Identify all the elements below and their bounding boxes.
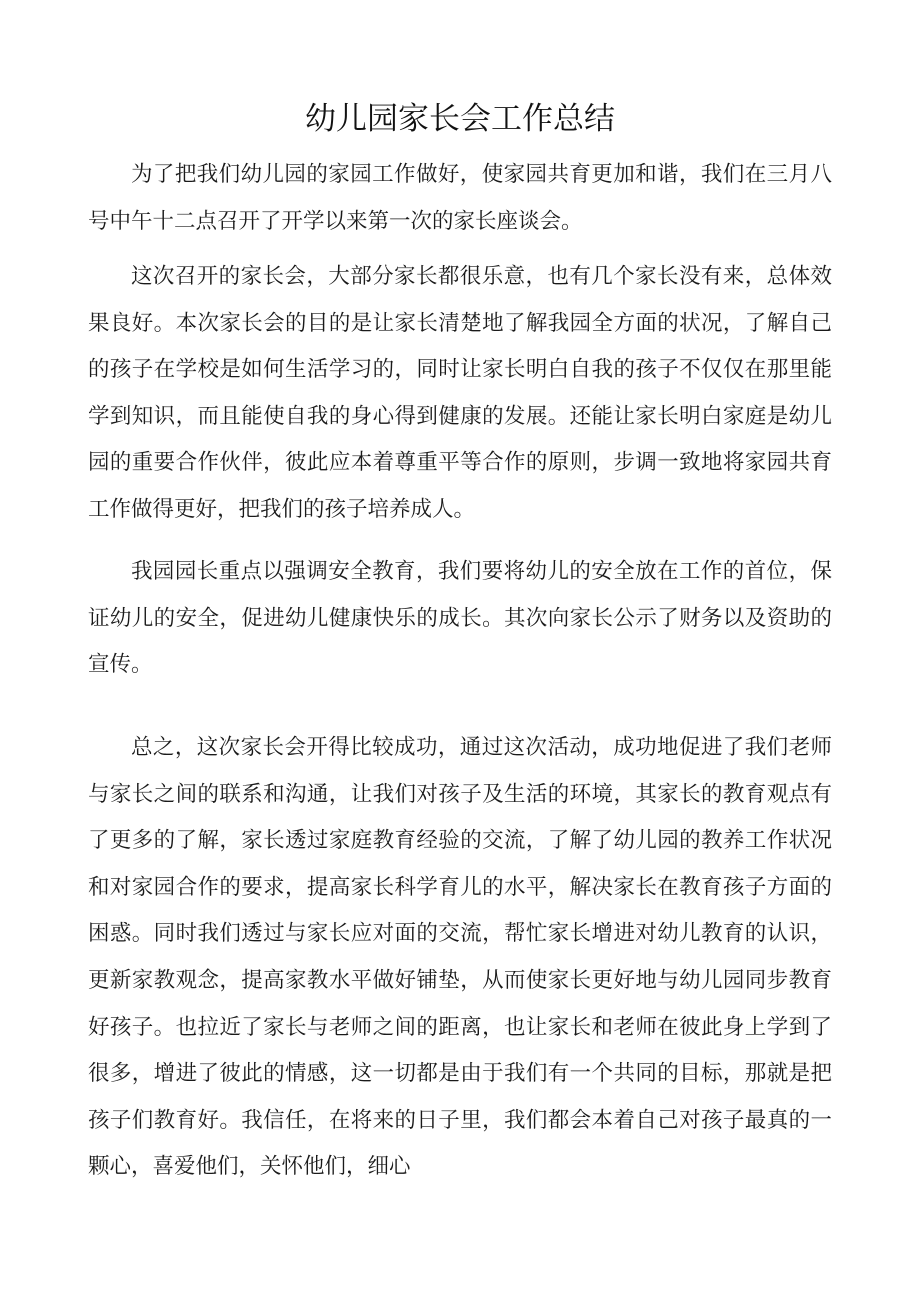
paragraph-3: 我园园长重点以强调安全教育，我们要将幼儿的安全放在工作的首位，保证幼儿的安全，促进幼儿健康快乐的成长。其次向家长公示了财务以及资助的宣传。 — [88, 559, 832, 678]
paragraph-1: 为了把我们幼儿园的家园工作做好，使家园共育更加和谐，我们在三月八号中午十二点召开了开学以来第一次的家长座谈会。 — [88, 162, 832, 234]
paragraph-2: 这次召开的家长会，大部分家长都很乐意，也有几个家长没有来，总体效果良好。本次家长会的目的是让家长清楚地了解我园全方面的状况，了解自己的孩子在学校是如何生活学习的，同时让家长明白自我的孩子不仅仅在那里能学到知识，而且能使自我的身心得到健康的发展。还能让家长明白家庭是幼儿园的重要合作伙伴，彼此应本着尊重平等合作的原则，步调一致地将家园共育工作做得更好，把我们的孩子培养成人。 — [88, 264, 832, 522]
document-title: 幼儿园家长会工作总结 — [305, 101, 615, 137]
paragraph-4: 总之，这次家长会开得比较成功，通过这次活动，成功地促进了我们老师与家长之间的联系和沟通，让我们对孩子及生活的环境，其家长的教育观点有了更多的了解，家长透过家庭教育经验的交流，了解了幼儿园的教养工作状况和对家园合作的要求，提高家长科学育儿的水平，解决家长在教育孩子方面的困惑。同时我们透过与家长应对面的交流，帮忙家长增进对幼儿教育的认识，更新家教观念，提高家教水平做好铺垫，从而使家长更好地与幼儿园同步教育好孩子。也拉近了家长与老师之间的距离，也让家长和老师在彼此身上学到了很多，增进了彼此的情感，这一切都是由于我们有一个共同的目标，那就是把孩子们教育好。我信任，在将来的日子里，我们都会本着自己对孩子最真的一颗心，喜爱他们，关怀他们，细心 — [88, 735, 832, 1180]
paragraph-3-block — [88, 549, 832, 689]
paragraph-4-block — [88, 725, 832, 1191]
paragraph-1-block — [88, 152, 832, 245]
paragraph-2-block — [88, 254, 832, 534]
